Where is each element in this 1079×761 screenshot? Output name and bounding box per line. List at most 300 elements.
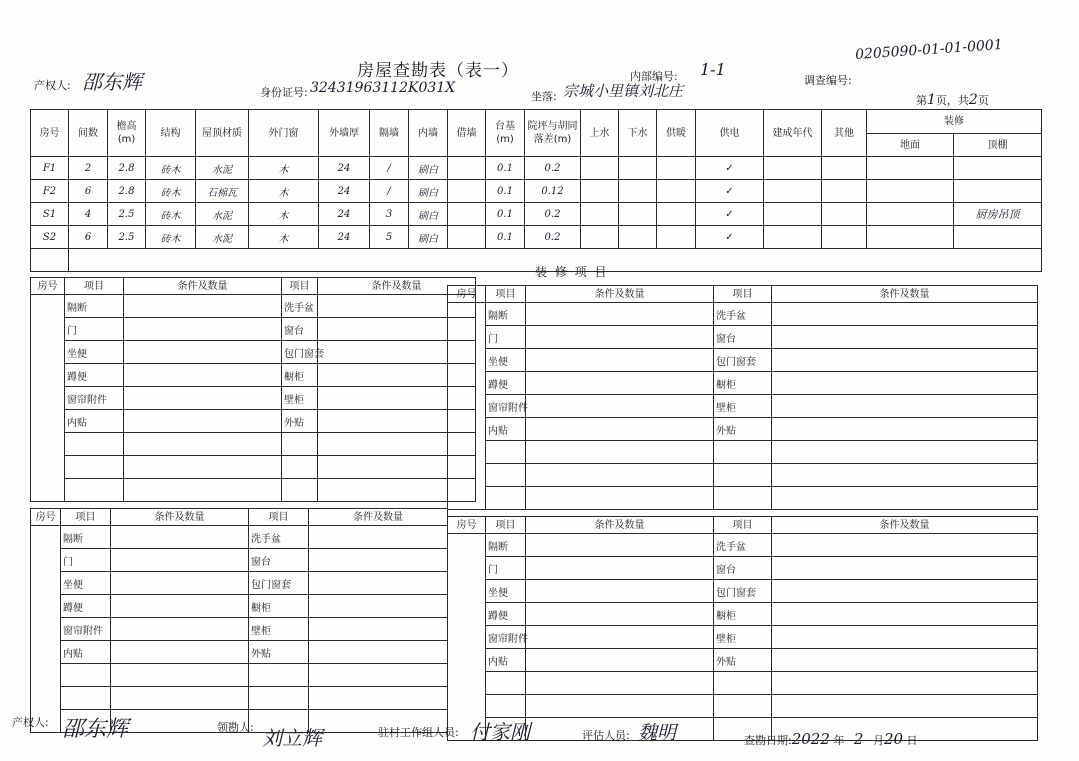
row-roof: 水泥 <box>196 203 249 226</box>
deco-col-item: 项目 <box>61 509 111 526</box>
deco-item-left: 坐便 <box>486 349 526 372</box>
deco-condition-right <box>772 464 1038 487</box>
deco-condition-left <box>526 580 714 603</box>
col-structure: 结构 <box>146 110 196 157</box>
deco-item-left: 窗帘附件 <box>61 618 111 641</box>
deco-item-left <box>486 487 526 510</box>
deco-item-right: 橱柜 <box>714 603 772 626</box>
deco-item-right: 洗手盆 <box>714 303 772 326</box>
row-roof: 水泥 <box>196 157 249 180</box>
row-borrow <box>448 226 486 249</box>
row-ceiling <box>954 180 1042 203</box>
row-water-down <box>619 157 657 180</box>
col-eave: 檐高(m) <box>108 110 146 157</box>
deco-item-left: 坐便 <box>61 572 111 595</box>
row-other <box>822 157 867 180</box>
deco-item-right: 橱柜 <box>714 372 772 395</box>
assessor-signature: 魏明 <box>638 722 677 744</box>
deco-room-cell <box>448 303 486 510</box>
deco-condition-left <box>526 349 714 372</box>
row-ceiling <box>954 226 1042 249</box>
internal-no-value: 1-1 <box>700 60 726 79</box>
deco-col-condition: 条件及数量 <box>309 509 448 526</box>
row-year <box>764 180 822 203</box>
deco-item-left: 蹲便 <box>65 364 124 387</box>
survey-date <box>744 730 918 748</box>
deco-item-right: 洗手盆 <box>249 526 309 549</box>
row-heat <box>657 180 696 203</box>
main-survey-table <box>30 109 1042 272</box>
deco-item-left <box>61 664 111 687</box>
row-yard: 0.2 <box>525 226 581 249</box>
decoration-table <box>447 516 1038 741</box>
deco-col-room: 房号 <box>448 517 486 534</box>
deco-condition-left <box>526 372 714 395</box>
col-door: 外门窗 <box>249 110 319 157</box>
deco-item-left: 门 <box>61 549 111 572</box>
decoration-row <box>448 534 1038 557</box>
deco-item-left <box>65 433 124 456</box>
id-value: 32431963112K031X <box>310 80 456 96</box>
deco-item-left: 窗帘附件 <box>65 387 124 410</box>
deco-condition-right <box>309 572 448 595</box>
decoration-row <box>448 349 1038 372</box>
deco-item-right: 橱柜 <box>282 364 318 387</box>
decoration-row <box>31 526 448 549</box>
page-title: 房屋查勘表（表一） <box>357 61 519 81</box>
deco-item-left <box>486 464 526 487</box>
deco-item-right: 洗手盆 <box>282 295 318 318</box>
deco-col-item: 项目 <box>714 286 772 303</box>
deco-item-left <box>65 456 124 479</box>
row-borrow <box>448 157 486 180</box>
deco-condition-right <box>309 549 448 572</box>
decoration-row <box>448 672 1038 695</box>
decoration-row <box>448 372 1038 395</box>
col-count: 间数 <box>69 110 108 157</box>
row-room: F2 <box>31 180 69 203</box>
decoration-table <box>447 285 1038 510</box>
col-partition: 隔墙 <box>370 110 409 157</box>
row-water-down <box>619 203 657 226</box>
deco-col-condition: 条件及数量 <box>772 286 1038 303</box>
deco-condition-left <box>124 318 282 341</box>
row-wall: 24 <box>319 157 370 180</box>
page-total: 2 <box>968 92 978 108</box>
col-room: 房号 <box>31 110 69 157</box>
row-partition: / <box>370 157 409 180</box>
decoration-row <box>448 487 1038 510</box>
decoration-row <box>448 326 1038 349</box>
deco-col-condition: 条件及数量 <box>526 517 714 534</box>
location-label: 坐落: <box>531 90 557 103</box>
row-roof: 水泥 <box>196 226 249 249</box>
deco-condition-left <box>526 303 714 326</box>
col-inner-wall: 内墙 <box>409 110 448 157</box>
deco-item-right <box>714 441 772 464</box>
row-wall: 24 <box>319 203 370 226</box>
deco-condition-left <box>526 418 714 441</box>
row-structure: 砖木 <box>146 226 196 249</box>
row-power: ✓ <box>696 180 764 203</box>
deco-col-condition: 条件及数量 <box>318 278 476 295</box>
deco-item-right: 包门窗套 <box>714 580 772 603</box>
deco-condition-left <box>111 526 249 549</box>
decoration-section-title: 装 修 项 目 <box>535 265 609 279</box>
deco-condition-left <box>111 595 249 618</box>
row-floor <box>867 226 954 249</box>
row-partition: / <box>370 180 409 203</box>
col-wall-thickness: 外墙厚 <box>319 110 370 157</box>
decoration-row <box>31 664 448 687</box>
date-year: 2022 <box>791 730 830 748</box>
row-base: 0.1 <box>486 180 525 203</box>
deco-condition-left <box>124 387 282 410</box>
row-door: 木 <box>249 226 319 249</box>
deco-item-right: 橱柜 <box>249 595 309 618</box>
deco-item-left <box>61 687 111 710</box>
deco-condition-left <box>526 649 714 672</box>
decoration-row <box>448 303 1038 326</box>
deco-item-left: 门 <box>486 326 526 349</box>
guide-label: 领勘人: <box>217 721 254 734</box>
col-ceiling: 顶棚 <box>954 134 1042 157</box>
guide-signature: 刘立辉 <box>262 726 322 750</box>
deco-item-right: 壁柜 <box>714 395 772 418</box>
col-water-supply: 上水 <box>581 110 619 157</box>
row-water-up <box>581 180 619 203</box>
decoration-row <box>31 341 476 364</box>
deco-room-cell <box>31 295 65 502</box>
deco-item-right: 外贴 <box>249 641 309 664</box>
date-day-unit: 日 <box>906 734 918 747</box>
decoration-row <box>448 464 1038 487</box>
row-water-down <box>619 226 657 249</box>
col-other: 其他 <box>822 110 867 157</box>
decoration-row <box>448 649 1038 672</box>
row-structure: 砖木 <box>146 180 196 203</box>
deco-condition-right <box>772 326 1038 349</box>
col-yard-drop: 院坪与胡同落差(m) <box>525 110 581 157</box>
row-inner: 刷白 <box>409 226 448 249</box>
decoration-row <box>448 557 1038 580</box>
row-count: 4 <box>69 203 108 226</box>
decoration-row <box>31 479 476 502</box>
row-structure: 砖木 <box>146 157 196 180</box>
deco-item-right: 包门窗套 <box>282 341 318 364</box>
col-decoration: 装修 <box>867 110 1042 134</box>
row-partition: 5 <box>370 226 409 249</box>
deco-condition-right <box>309 641 448 664</box>
deco-col-item: 项目 <box>282 278 318 295</box>
row-count: 6 <box>69 180 108 203</box>
date-day: 20 <box>883 730 904 748</box>
deco-item-right: 洗手盆 <box>714 534 772 557</box>
row-yard: 0.2 <box>525 157 581 180</box>
deco-condition-left <box>526 695 714 718</box>
deco-condition-left <box>124 410 282 433</box>
deco-col-item: 项目 <box>65 278 124 295</box>
decoration-row <box>31 387 476 410</box>
row-power: ✓ <box>696 157 764 180</box>
row-door: 木 <box>249 180 319 203</box>
deco-item-left: 隔断 <box>65 295 124 318</box>
row-borrow <box>448 180 486 203</box>
row-eave: 2.5 <box>108 226 146 249</box>
row-wall: 24 <box>319 226 370 249</box>
deco-condition-left <box>124 479 282 502</box>
deco-condition-left <box>526 464 714 487</box>
row-floor <box>867 180 954 203</box>
deco-col-item: 项目 <box>486 517 526 534</box>
row-room: S2 <box>31 226 69 249</box>
date-year-unit: 年 <box>833 734 845 747</box>
deco-item-left: 隔断 <box>61 526 111 549</box>
deco-condition-right <box>309 526 448 549</box>
deco-condition-left <box>124 364 282 387</box>
decoration-row <box>31 295 476 318</box>
deco-condition-left <box>111 549 249 572</box>
deco-item-right <box>249 687 309 710</box>
deco-col-condition: 条件及数量 <box>111 509 249 526</box>
decoration-row <box>448 580 1038 603</box>
deco-col-item: 项目 <box>714 517 772 534</box>
decoration-row <box>31 364 476 387</box>
deco-condition-right <box>772 695 1038 718</box>
deco-condition-right <box>772 303 1038 326</box>
decoration-row <box>448 395 1038 418</box>
deco-item-right: 壁柜 <box>714 626 772 649</box>
deco-condition-left <box>111 687 249 710</box>
page-indicator <box>916 92 989 108</box>
deco-col-condition: 条件及数量 <box>526 286 714 303</box>
decoration-row <box>31 641 448 664</box>
row-yard: 0.2 <box>525 203 581 226</box>
deco-item-right <box>714 695 772 718</box>
deco-condition-left <box>526 326 714 349</box>
row-inner: 刷白 <box>409 157 448 180</box>
col-drainage: 下水 <box>619 110 657 157</box>
deco-condition-left <box>526 441 714 464</box>
serial-number: 0205090-01-01-0001 <box>854 36 1004 64</box>
deco-item-left <box>486 672 526 695</box>
row-count: 6 <box>69 226 108 249</box>
deco-item-right <box>714 487 772 510</box>
page-prefix: 第 <box>916 94 927 107</box>
deco-condition-right <box>772 395 1038 418</box>
deco-item-right: 壁柜 <box>249 618 309 641</box>
deco-condition-right <box>309 618 448 641</box>
decoration-row <box>31 318 476 341</box>
deco-condition-right <box>309 664 448 687</box>
deco-item-right: 外贴 <box>282 410 318 433</box>
deco-condition-left <box>111 572 249 595</box>
deco-condition-right <box>772 672 1038 695</box>
deco-item-left: 蹲便 <box>486 603 526 626</box>
deco-condition-right <box>772 418 1038 441</box>
table-row <box>31 180 1042 203</box>
deco-condition-right <box>772 649 1038 672</box>
row-year <box>764 157 822 180</box>
decoration-row <box>448 441 1038 464</box>
deco-condition-left <box>111 664 249 687</box>
deco-condition-left <box>111 618 249 641</box>
deco-condition-left <box>526 626 714 649</box>
row-structure: 砖木 <box>146 203 196 226</box>
owner-label: 产权人: <box>34 79 71 92</box>
deco-condition-right <box>772 487 1038 510</box>
decoration-row <box>31 595 448 618</box>
row-floor <box>867 203 954 226</box>
deco-condition-right <box>772 349 1038 372</box>
row-ceiling: 厨房吊顶 <box>954 203 1042 226</box>
deco-col-condition: 条件及数量 <box>124 278 282 295</box>
deco-item-right <box>714 672 772 695</box>
deco-condition-right <box>772 557 1038 580</box>
col-roof: 屋顶材质 <box>196 110 249 157</box>
table-row <box>31 157 1042 180</box>
page-mid: 页，共 <box>935 94 969 107</box>
date-month-unit: 月 <box>872 734 884 747</box>
row-heat <box>657 226 696 249</box>
row-heat <box>657 157 696 180</box>
decoration-row <box>31 687 448 710</box>
deco-item-right: 外贴 <box>714 418 772 441</box>
row-floor <box>867 157 954 180</box>
decoration-row <box>448 626 1038 649</box>
page-suffix: 页 <box>977 94 989 107</box>
table-row <box>31 226 1042 249</box>
deco-room-cell <box>448 534 486 741</box>
deco-room-cell <box>31 526 61 733</box>
deco-condition-left <box>526 395 714 418</box>
deco-condition-left <box>526 487 714 510</box>
row-other <box>822 180 867 203</box>
deco-item-right <box>282 433 318 456</box>
deco-condition-left <box>526 603 714 626</box>
decoration-row <box>448 695 1038 718</box>
deco-item-left <box>486 695 526 718</box>
decoration-table <box>30 508 448 733</box>
empty-cell <box>31 249 69 272</box>
deco-item-right <box>249 664 309 687</box>
deco-item-left <box>486 441 526 464</box>
deco-item-right: 包门窗套 <box>714 349 772 372</box>
row-borrow <box>448 203 486 226</box>
deco-item-left: 内贴 <box>61 641 111 664</box>
decoration-row <box>31 618 448 641</box>
col-floor: 地面 <box>867 134 954 157</box>
deco-condition-right <box>309 595 448 618</box>
decoration-row <box>31 410 476 433</box>
deco-item-right <box>282 456 318 479</box>
deco-condition-left <box>111 641 249 664</box>
id-label: 身份证号: <box>260 86 308 99</box>
deco-condition-left <box>124 341 282 364</box>
survey-no-label: 调查编号: <box>804 74 852 87</box>
assessor-label: 评估人员: <box>582 729 630 742</box>
deco-condition-right <box>772 626 1038 649</box>
deco-condition-right <box>772 441 1038 464</box>
deco-condition-right <box>772 372 1038 395</box>
deco-col-room: 房号 <box>31 278 65 295</box>
deco-condition-left <box>526 557 714 580</box>
deco-item-right: 外贴 <box>714 649 772 672</box>
deco-col-item: 项目 <box>249 509 309 526</box>
footer-owner-label: 产权人: <box>12 716 49 729</box>
deco-item-left: 蹲便 <box>486 372 526 395</box>
row-partition: 3 <box>370 203 409 226</box>
deco-item-left: 蹲便 <box>61 595 111 618</box>
deco-item-right: 窗台 <box>714 557 772 580</box>
deco-condition-left <box>124 456 282 479</box>
decoration-row <box>31 549 448 572</box>
deco-item-left: 坐便 <box>65 341 124 364</box>
deco-item-left: 隔断 <box>486 534 526 557</box>
deco-condition-right <box>772 580 1038 603</box>
row-roof: 石棉瓦 <box>196 180 249 203</box>
row-water-up <box>581 203 619 226</box>
decoration-table <box>30 277 476 502</box>
deco-item-left: 内贴 <box>486 418 526 441</box>
col-build-year: 建成年代 <box>764 110 822 157</box>
decoration-row <box>31 456 476 479</box>
row-power: ✓ <box>696 203 764 226</box>
row-count: 2 <box>69 157 108 180</box>
row-power: ✓ <box>696 226 764 249</box>
team-signature: 付家刚 <box>470 720 530 744</box>
page-current: 1 <box>927 92 936 108</box>
row-eave: 2.8 <box>108 157 146 180</box>
owner-value: 邵东辉 <box>82 70 142 94</box>
decoration-row <box>31 572 448 595</box>
row-room: S1 <box>31 203 69 226</box>
deco-item-left <box>65 479 124 502</box>
deco-condition-right <box>309 687 448 710</box>
row-inner: 刷白 <box>409 203 448 226</box>
row-base: 0.1 <box>486 203 525 226</box>
deco-item-right <box>282 479 318 502</box>
location-value: 宗城小里镇刘北庄 <box>563 82 684 100</box>
deco-item-left: 内贴 <box>486 649 526 672</box>
col-borrow-wall: 借墙 <box>448 110 486 157</box>
decoration-row <box>31 433 476 456</box>
owner-signature: 邵东辉 <box>62 717 129 742</box>
row-wall: 24 <box>319 180 370 203</box>
deco-condition-right <box>772 534 1038 557</box>
decoration-row <box>448 718 1038 741</box>
deco-item-left: 窗帘附件 <box>486 626 526 649</box>
row-water-up <box>581 157 619 180</box>
deco-item-left: 隔断 <box>486 303 526 326</box>
row-base: 0.1 <box>486 226 525 249</box>
deco-item-right: 包门窗套 <box>249 572 309 595</box>
deco-item-left: 门 <box>65 318 124 341</box>
row-year <box>764 226 822 249</box>
deco-item-left: 门 <box>486 557 526 580</box>
row-door: 木 <box>249 157 319 180</box>
row-base: 0.1 <box>486 157 525 180</box>
deco-condition-right <box>772 603 1038 626</box>
deco-condition-left <box>124 433 282 456</box>
deco-col-item: 项目 <box>486 286 526 303</box>
decoration-row <box>448 603 1038 626</box>
row-eave: 2.8 <box>108 180 146 203</box>
deco-item-right: 窗台 <box>282 318 318 341</box>
row-ceiling <box>954 157 1042 180</box>
deco-item-right: 窗台 <box>714 326 772 349</box>
date-month: 2 <box>853 730 864 748</box>
